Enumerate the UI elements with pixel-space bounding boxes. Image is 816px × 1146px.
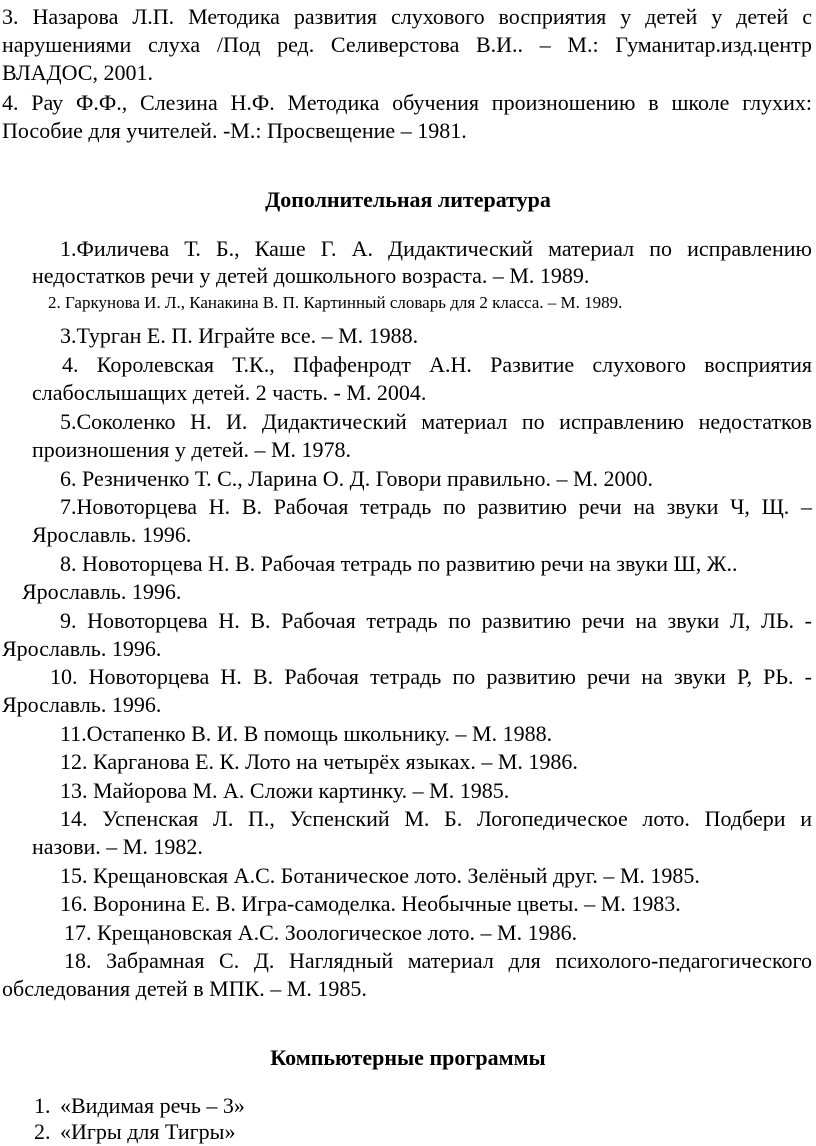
add-item-16: 16. Воронина Е. В. Игра-самоделка. Необычные цветы. – М. 1983.: [60, 891, 681, 916]
add-item-11: 11.Остапенко В. И. В помощь школьнику. – М. 1988.: [60, 721, 553, 746]
add-item-8-line-2: Ярославль. 1996.: [22, 579, 182, 604]
ref-4-line-1: 4. Рау Ф.Ф., Слезина Н.Ф. Методика обучения произношению в школе глухих:: [2, 90, 812, 115]
add-item-3: 3.Турган Е. П. Играйте все. – М. 1988.: [60, 323, 419, 348]
software-item-2: [34, 1118, 235, 1146]
software-item-1: [34, 1092, 245, 1120]
add-item-15: 15. Крещановская А.С. Ботаническое лото. Зелёный друг. – М. 1985.: [60, 863, 700, 888]
software-heading: Компьютерные программы: [270, 1045, 546, 1070]
ref-3-line-1: 3. Назарова Л.П. Методика развития слухового восприятия у детей у детей с: [2, 4, 812, 29]
add-item-7-line-2: Ярославль. 1996.: [32, 522, 192, 547]
add-item-2: 2. Гаркунова И. Л., Канакина В. П. Картинный словарь для 2 класса. – М. 1989.: [48, 293, 623, 312]
software-item-number: 2.: [34, 1119, 51, 1144]
add-item-12: 12. Карганова Е. К. Лото на четырёх языках. – М. 1986.: [60, 749, 578, 774]
add-item-10-line-2: Ярославль. 1996.: [2, 692, 162, 717]
software-item-number: 1.: [34, 1093, 51, 1118]
add-item-4-line-1: 4. Королевская Т.К., Пфафенродт А.Н. Развитие слухового восприятия: [62, 352, 812, 377]
add-item-8-line-1: 8. Новоторцева Н. В. Рабочая тетрадь по развитию речи на звуки Ш, Ж..: [60, 551, 738, 576]
add-item-17: 17. Крещановская А.С. Зоологическое лото. – М. 1986.: [64, 920, 578, 945]
ref-4-line-2: Пособие для учителей. -М.: Просвещение – 1981.: [2, 118, 467, 143]
add-item-18-line-2: обследования детей в МПК. – М. 1985.: [2, 976, 367, 1001]
add-item-1-line-2: недостатков речи у детей дошкольного возраста. – М. 1989.: [32, 263, 590, 288]
add-item-9-line-1: 9. Новоторцева Н. В. Рабочая тетрадь по развитию речи на звуки Л, ЛЬ. -: [60, 608, 812, 633]
add-item-18-line-1: 18. Забрамная С. Д. Наглядный материал для психолого-педагогического: [64, 948, 812, 973]
add-item-5-line-1: 5.Соколенко Н. И. Дидактический материал по исправлению недостатков: [60, 409, 812, 434]
add-item-1-line-1: 1.Филичева Т. Б., Каше Г. А. Дидактический материал по исправлению: [60, 236, 812, 261]
add-item-5-line-2: произношения у детей. – М. 1978.: [32, 437, 352, 462]
add-item-9-line-2: Ярославль. 1996.: [2, 636, 162, 661]
ref-3-line-3: ВЛАДОС, 2001.: [2, 60, 153, 85]
add-item-4-line-2: слабослышащих детей. 2 часть. - М. 2004.: [32, 380, 427, 405]
ref-3-line-2: нарушениями слуха /Под ред. Селиверстова В.И.. – М.: Гуманитар.изд.центр: [2, 32, 812, 57]
add-item-14-line-1: 14. Успенская Л. П., Успенский М. Б. Логопедическое лото. Подбери и: [60, 806, 812, 831]
add-item-13: 13. Майорова М. А. Сложи картинку. – М. 1985.: [60, 778, 510, 803]
software-item-text: «Видимая речь – 3»: [60, 1093, 245, 1118]
add-item-14-line-2: назови. – М. 1982.: [32, 834, 203, 859]
add-item-6: 6. Резниченко Т. С., Ларина О. Д. Говори правильно. – М. 2000.: [60, 466, 654, 491]
software-item-text: «Игры для Тигры»: [60, 1119, 236, 1144]
additional-heading: Дополнительная литература: [265, 187, 551, 212]
add-item-10-line-1: 10. Новоторцева Н. В. Рабочая тетрадь по развитию речи на звуки Р, РЬ. -: [50, 664, 812, 689]
add-item-7-line-1: 7.Новоторцева Н. В. Рабочая тетрадь по развитию речи на звуки Ч, Щ. –: [60, 494, 812, 519]
